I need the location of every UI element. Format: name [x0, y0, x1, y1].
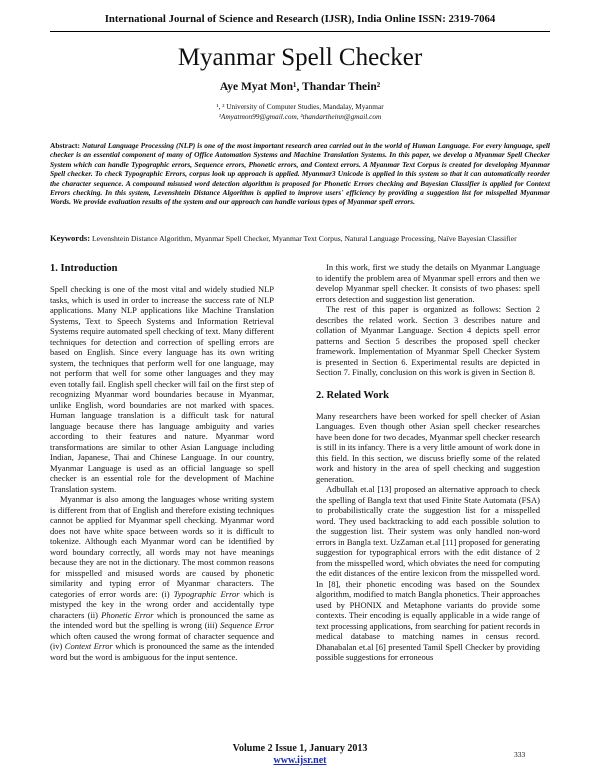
abstract-text: Natural Language Processing (NLP) is one of the most important research area carried out in the world of Human Language. For every language, spell checker is an essential component of many of Office Automation Systems and Machine Translation Systems. In this paper, we develop a Myanmar Spell Checker System which can handle Typographic errors, Sequence errors, Phonetic errors, and Context errors. A Myanmar Text Corpus is created for developing Myanmar Spell checker. To check Typographic Errors, corpus look up approach is applied. Myanmar3 Unicode is applied in this system so that it can automatically reorder the character sequence. A compound misused word detection algorithm is proposed for Phonetic Errors checking and Bayesian Classifier is applied for Context Errors checking. In this system, Levenshtein Distance Algorithm is applied to improve users' efficiency by providing a suggestion list for misspelled Myanmar Words. We provide evaluation results of the system and our approach can handle various types of Myanmar spell errors.	[50, 141, 550, 207]
paper-title: Myanmar Spell Checker	[177, 44, 423, 71]
intro-p2-mid2: which is pronounced the same as the intended word but the spelling is wrong (iii)	[50, 609, 274, 630]
section-heading-related-work: 2. Related Work	[316, 389, 390, 401]
header-divider	[50, 31, 550, 32]
abstract-label: Abstract:	[50, 141, 80, 150]
term-typographic-error: Typographic Error	[173, 588, 240, 599]
term-context-error: Context Error	[64, 641, 113, 651]
affiliation: ¹, ² University of Computer Studies, Mandalay, Myanmar	[216, 102, 384, 111]
intro-paragraph-3: In this work, first we study the details on Myanmar Language to identify the problem area of Myanmar spell errors and then we develop Myanmar spell checker. It consists of two phases: spell errors detection and suggestion list generation.	[316, 262, 540, 304]
intro-p2-mid3: which often caused the wrong format of character sequence and (iv)	[50, 630, 274, 651]
related-paragraph-1: Many researchers have been worked for spell checker of Asian Languages. Even though other Asian spell checker researches have been done for two decades, Myanmar spell checker research is still in its infancy. There is a very little amount of work done in this field. In this section, we discuss briefly some of the related work and history in the area of spell checking and suggestion generation.	[316, 410, 540, 484]
intro-paragraph-4: The rest of this paper is organized as follows: Section 2 describes the related work. Section 3 describes nature and collation of Myanmar Language. Section 4 depicts spell error patterns and Section 5 describes the proposed spell checker framework. Implementation of Myanmar Spell Checker System is presented in Section 6. Experimental results are depicted in Section 7. Finally, conclusion on this work is given in Section 8.	[316, 304, 540, 377]
page-number: 333	[514, 750, 526, 759]
intro-paragraph-2	[50, 494, 274, 662]
term-sequence-error: Sequence Error	[220, 620, 274, 630]
paper-authors: Aye Myat Mon¹, Thandar Thein²	[219, 81, 381, 93]
related-paragraph-2: Adbullah et.al [13] proposed an alternative approach to check the spelling of Bangla text that used Finite State Automata (FSA) to probabilistically crate the suggestion list for a misspelled word. They used backtracking to add each possible solution to the suggestion list. Their system was only handled non-word errors in Bangla text. UzZaman et.al [11] proposed for generating suggestion for typographical errors with the edit distance of 2 from the misspelled word, which obviates the need for computing the edit distances of the entire lexicon from the misspelled word. In [8], their phonetic encoding was based on the Soundex algorithm, modified to match Bangla phonetics. Their approaches used by PHONIX and Metaphone variants do provide some contexts. Their encoding is equally applicable in a wide range of text processing applications, from searching for patient records in medical database to matching names in census record. Dhanabalan et.al [6] presented Tamil Spell Checker by providing possible suggestions for erroneous	[316, 484, 540, 662]
section-heading-introduction: 1. Introduction	[50, 263, 118, 274]
keywords-text: Levenshtein Distance Algorithm, Myanmar Spell Checker, Myanmar Text Corpus, Natural Language Processing, Naïve Bayesian Classifier	[92, 234, 517, 243]
right-column	[316, 262, 540, 663]
abstract	[50, 141, 550, 207]
intro-p2-start: Myanmar is also among the languages whose writing system is different from that of English and therefore existing techniques cannot be applied for Myanmar spell checking. Myanmar word does not have white space between words so it is difficult to tokenize. Although each Myanmar word can be identified by word boundary correctly, all words may not have meanings because they are not in the dictionary. The most common reasons for misspelled and misused words are caused by phonetic similarity and typing error of Myanmar characters. The categories of error words are: (i)	[50, 494, 274, 599]
author-emails: ¹Amyatmon99@gmail.com, ²thandartheinn@gmail.com	[218, 111, 382, 121]
intro-paragraph-1: Spell checking is one of the most vital and widely studied NLP tasks, which is used in order to increase the success rate of NLP applications. Many NLP applications like Machine Translation Systems, Text to Speech Systems and Information Retrieval Systems require automated spell checking of text. Many different techniques for detection and correction of spelling errors are based on English. Since every language has its own writing system, the techniques that perform well for one language, may not perform that well for some other languages and they may even totally fail. English spell checker will fail on the first step of recognizing Myanmar word boundaries because in Myanmar, unlike English, word boundaries are not marked with spaces. Human language translation is a difficult task for natural language because there has language ambiguity and varies according to their features and nature. Myanmar word transformations are similar to other Asian Language including Indian, Japanese, Thai and Chinese Language. In our country, Myanmar Language is used as an official language so spell checker is an essential role for the development of Machine Translation system.	[50, 284, 274, 494]
journal-header: International Journal of Science and Research (IJSR), India Online ISSN: 2319-7064	[104, 13, 496, 25]
keywords	[50, 233, 550, 245]
intro-p2-end: which is pronounced the same as the intended word but the word is ambiguous for the input sentence.	[50, 641, 274, 662]
footer	[50, 743, 550, 767]
keywords-label: Keywords:	[50, 233, 91, 243]
issue-info: Volume 2 Issue 1, January 2013	[232, 743, 368, 754]
term-phonetic-error: Phonetic Error	[101, 609, 154, 620]
intro-p2-mid1: which is mistyped the key in the wrong order and accidentally type characters (ii)	[50, 588, 274, 620]
affiliation-block	[50, 102, 550, 121]
journal-website-link[interactable]: www.ijsr.net	[273, 755, 327, 766]
left-column	[50, 262, 274, 662]
